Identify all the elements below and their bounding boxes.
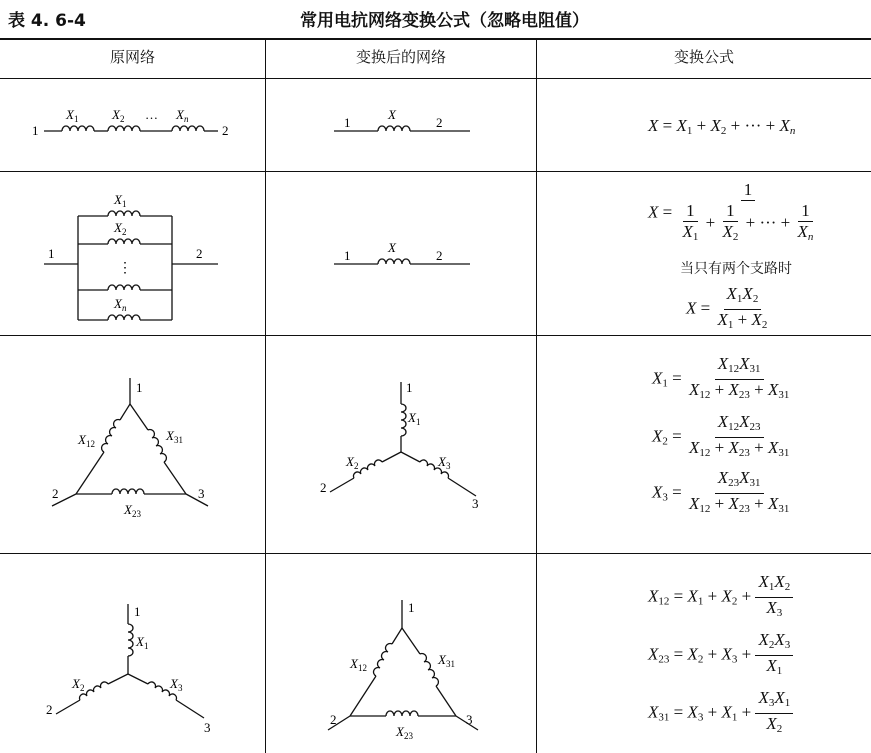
terminal-3-label: 3 (204, 720, 211, 735)
two-branch-formula: X = $\frac{X_1X_2}{X_1 + X_2}$ (686, 284, 768, 331)
terminal-2-label: 2 (46, 702, 53, 717)
terminal-2-label: 2 (436, 115, 443, 130)
terminal-1-label: 1 (134, 604, 141, 619)
series-formula: $X = X_1 + X_2$ + ··· + $X_n$ (648, 116, 796, 137)
terminal-3-label: 3 (466, 712, 473, 727)
reactance-x-label: X (388, 107, 396, 122)
star-to-delta-formula-x12: $X_{12} = X_1 + X_2$ + $\frac{X_1X_2}{X_3}$ (648, 572, 793, 623)
reactance-x2-label: $X_2$ (72, 676, 85, 693)
reactance-x-label: X (388, 240, 396, 255)
parallel-network-diagram (0, 172, 265, 335)
equivalent-reactance-diagram (266, 172, 536, 335)
terminal-2-label: 2 (222, 123, 229, 138)
table-top-rule (0, 38, 871, 40)
star-to-delta-formula-x23: $X_{23} = X_2 + X_3$ + $\frac{X_2X_3}{X_1}$ (648, 630, 793, 681)
star-network-diagram (0, 554, 265, 753)
reactance-x3-label: $X_3$ (170, 676, 183, 693)
reactance-x3-label: $X_3$ (438, 454, 451, 471)
header-formula: 变换公式 (673, 48, 734, 66)
terminal-2-label: 2 (52, 486, 59, 501)
delta-to-star-formula-x2: $X_2$ = $\frac{X_{12}X_{23}}{X_{12} + X_{23} + X_{31}}$ (652, 412, 790, 459)
terminal-1-label: 1 (408, 600, 415, 615)
terminal-2-label: 2 (436, 248, 443, 263)
terminal-1-label: 1 (32, 123, 39, 138)
delta-to-star-formula-x3: $X_3$ = $\frac{X_{23}X_{31}}{X_{12} + X_{23} + X_{31}}$ (652, 468, 790, 515)
delta-network-diagram (266, 554, 536, 753)
delta-network-diagram (0, 336, 265, 553)
vertical-ellipsis: ⋮ (118, 261, 132, 276)
transform-table (0, 38, 871, 753)
terminal-1-label: 1 (136, 380, 143, 395)
table-title: 常用电抗网络变换公式（忽略电阻值） (300, 11, 589, 31)
terminal-1-label: 1 (48, 246, 55, 261)
terminal-1-label: 1 (406, 380, 413, 395)
reactance-x2-label: $X_2$ (346, 454, 359, 471)
reactance-x1-label: $X_1$ (408, 410, 421, 427)
parallel-formula: X = 1 $\frac{1}{X_1}$ + $\frac{1}{X_2}$ + ··· + $\frac{1}{X_n}$ (648, 180, 814, 243)
terminal-2-label: 2 (330, 712, 337, 727)
ellipsis-label: … (145, 107, 158, 122)
star-to-delta-formula-x31: $X_{31} = X_3 + X_1$ + $\frac{X_3X_1}{X_2}$ (648, 688, 793, 739)
two-branch-note: 当只有两个支路时 (680, 261, 792, 277)
series-network-diagram (0, 79, 265, 171)
terminal-1-label: 1 (344, 248, 351, 263)
table-caption (0, 0, 871, 38)
reactance-x23-label: $X_{23}$ (124, 502, 141, 519)
reactance-x23-label: $X_{23}$ (396, 724, 413, 741)
reactance-xn-label: $X_n$ (176, 107, 189, 124)
terminal-1-label: 1 (344, 115, 351, 130)
reactance-x1-label: $X_1$ (136, 634, 149, 651)
reactance-x12-label: $X_{12}$ (78, 432, 95, 449)
terminal-2-label: 2 (196, 246, 203, 261)
equivalent-reactance-diagram (266, 79, 536, 171)
star-network-diagram (266, 336, 536, 553)
header-original-network: 原网络 (109, 48, 155, 66)
header-transformed-network: 变换后的网络 (355, 48, 446, 66)
col-divider-2 (536, 38, 537, 753)
reactance-x31-label: $X_{31}$ (166, 428, 183, 445)
reactance-x1-label: $X_1$ (114, 192, 127, 209)
terminal-3-label: 3 (198, 486, 205, 501)
table-number: 表 4. 6-4 (8, 11, 86, 31)
delta-to-star-formula-x1: $X_1$ = $\frac{X_{12}X_{31}}{X_{12} + X_{23} + X_{31}}$ (652, 354, 790, 401)
reactance-x1-label: $X_1$ (66, 107, 79, 124)
terminal-3-label: 3 (472, 496, 479, 511)
reactance-x2-label: $X_2$ (112, 107, 125, 124)
reactance-x31-label: $X_{31}$ (438, 652, 455, 669)
reactance-x2-label: $X_2$ (114, 220, 127, 237)
reactance-x12-label: $X_{12}$ (350, 656, 367, 673)
terminal-2-label: 2 (320, 480, 327, 495)
reactance-xn-label: $X_n$ (114, 296, 127, 313)
